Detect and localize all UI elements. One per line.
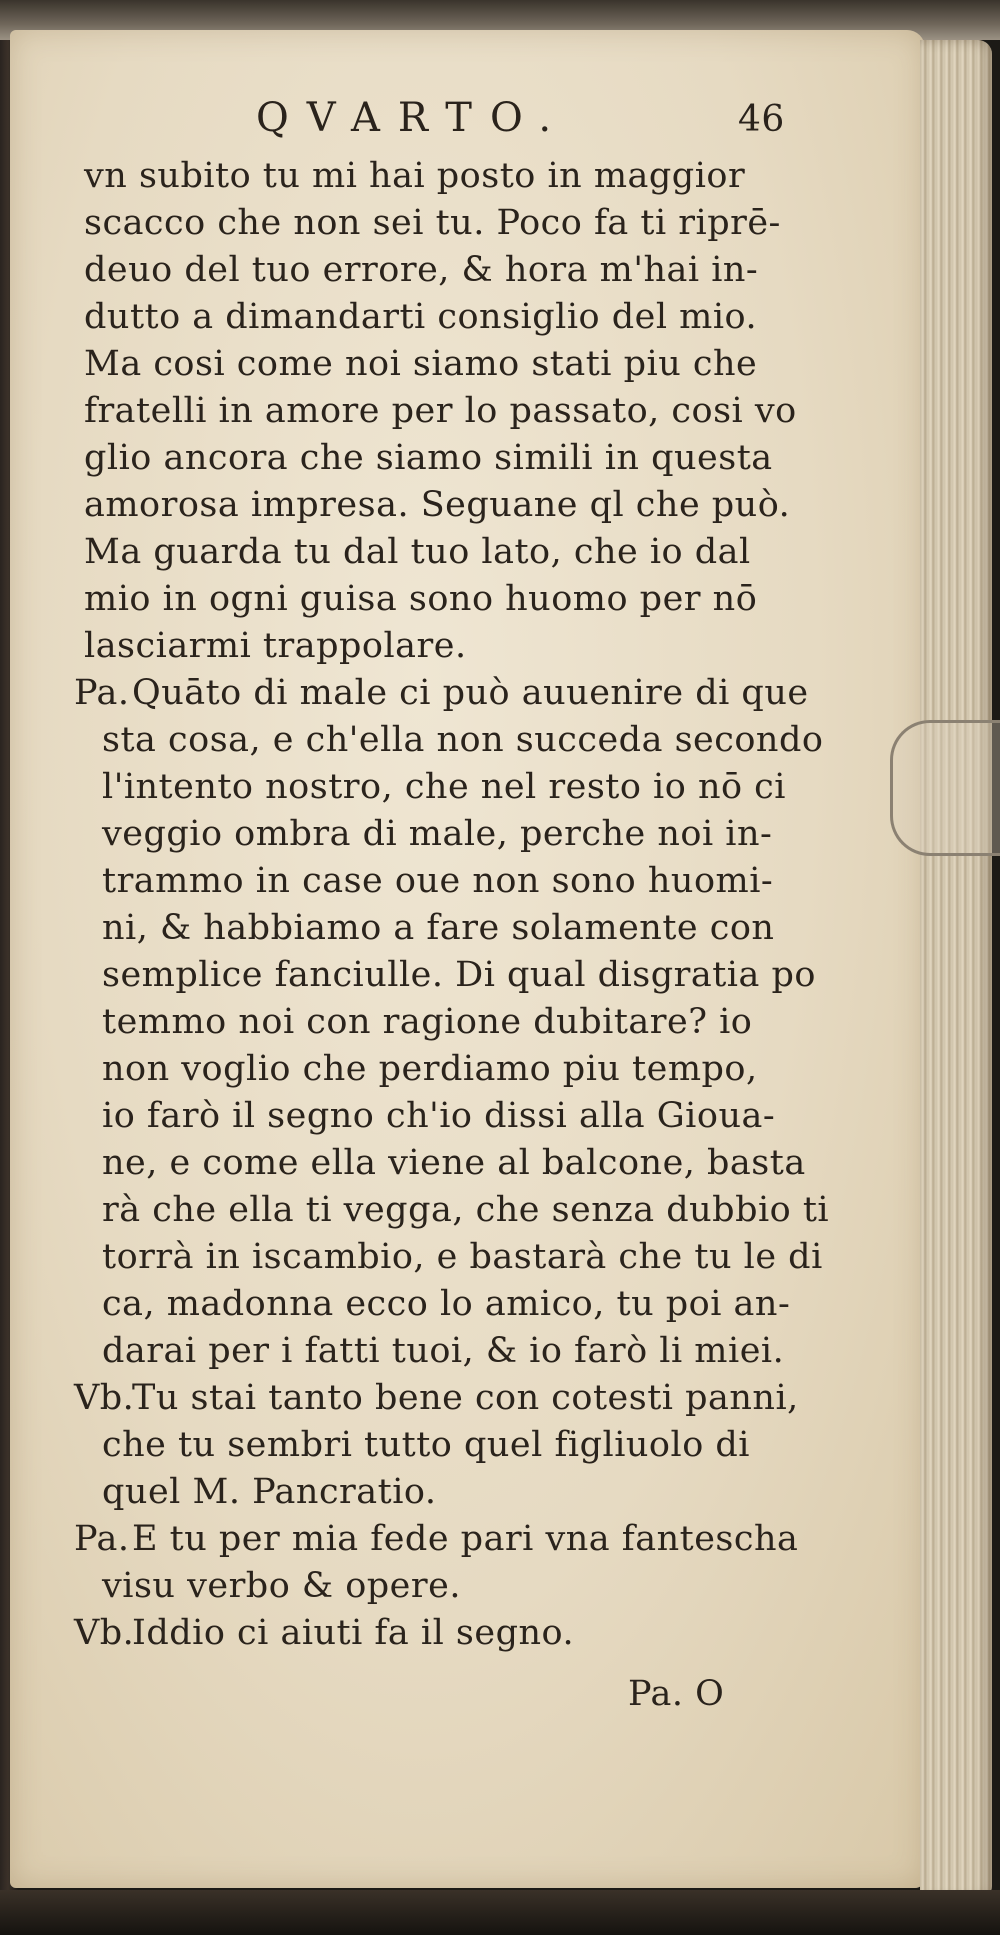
speaker-label: Vb. [74,1613,135,1653]
speaker-label: Vb. [74,1378,135,1418]
text-line: mio in ogni guisa sono huomo per nō [84,579,758,619]
text-line: ca, madonna ecco lo amico, tu poi an- [102,1284,791,1324]
text-line: fratelli in amore per lo passato, cosi vo [84,391,797,431]
text-line: l'intento nostro, che nel resto io nō ci [102,767,786,807]
text-line: temmo noi con ragione dubitare? io [102,1002,753,1042]
text-line: ne, e come ella viene al balcone, basta [102,1143,806,1183]
text-line: non voglio che perdiamo piu tempo, [102,1049,758,1089]
speaker-label: Pa. [74,1519,130,1559]
text-line: scacco che non sei tu. Poco fa ti riprē- [84,203,781,243]
text-line: sta cosa, e ch'ella non succeda secondo [102,720,824,760]
text-line: amorosa impresa. Seguane ql che può. [84,485,791,525]
page-number: 46 [738,99,785,140]
speech-2 [38,670,828,1375]
text-line [38,1610,828,1657]
speaker-label: Pa. [74,673,130,713]
speech-text: Quāto di male ci può auuenire di que [132,673,809,713]
text-line: lasciarmi trappolare. [84,626,467,666]
running-head: QVARTO. [256,95,570,141]
speech-3 [38,1375,828,1516]
text-line: deuo del tuo errore, & hora m'hai in- [84,250,759,290]
book-clasp [890,720,1000,856]
text-line [38,670,828,717]
text-line: rà che ella ti vegga, che senza dubbio ti [102,1190,830,1230]
text-line: veggio ombra di male, perche noi in- [102,814,773,854]
text-line: torrà in iscambio, e bastarà che tu le di [102,1237,823,1277]
text-line: Ma guarda tu dal tuo lato, che io dal [84,532,751,572]
page-edges [920,40,992,1900]
text-line: trammo in case oue non sono huomi- [102,861,774,901]
text-line: vn subito tu mi hai posto in maggior [84,156,746,196]
text-line: ni, & habbiamo a fare solamente con [102,908,775,948]
text-line: darai per i fatti tuoi, & io farò li miei. [102,1331,785,1371]
text-line: semplice fanciulle. Di qual disgratia po [102,955,816,995]
text-line [38,1516,828,1563]
text-line: che tu sembri tutto quel figliuolo di [102,1425,750,1465]
speech-text: E tu per mia fede pari vna fantescha [132,1519,799,1559]
text-line [38,1375,828,1422]
page-text [38,95,828,1718]
catchword: Pa. O [628,1674,725,1714]
speech-text: Tu stai tanto bene con cotesti panni, [132,1378,799,1418]
speech-5 [38,1610,828,1657]
speech-4 [38,1516,828,1610]
text-line: Ma cosi come noi siamo stati piu che [84,344,758,384]
bottom-shadow [0,1890,1000,1935]
text-line: quel M. Pancratio. [102,1472,437,1512]
text-line: dutto a dimandarti consiglio del mio. [84,297,758,337]
text-line: glio ancora che siamo simili in questa [84,438,773,478]
text-line: visu verbo & opere. [102,1566,461,1606]
text-line: io farò il segno ch'io dissi alla Gioua- [102,1096,776,1136]
page-header [38,95,828,153]
speech-text: Iddio ci aiuti fa il segno. [132,1613,575,1653]
speech-1 [38,153,828,670]
